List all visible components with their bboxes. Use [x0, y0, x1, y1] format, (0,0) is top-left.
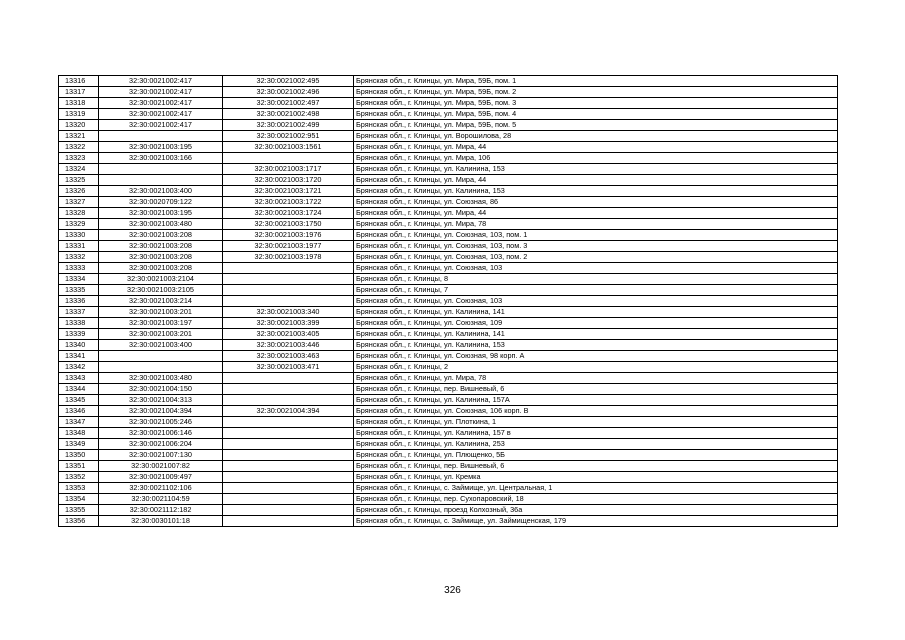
object-cadastral-number-cell: 32:30:0021002:496: [223, 87, 354, 98]
object-cadastral-number-cell: 32:30:0021003:1978: [223, 252, 354, 263]
cadastral-number-cell: [99, 351, 223, 362]
cadastral-number-cell: 32:30:0021003:480: [99, 373, 223, 384]
table-row: [59, 186, 838, 197]
table-row: [59, 450, 838, 461]
page-number: 326: [444, 585, 461, 596]
table-row: [59, 351, 838, 362]
table-row: [59, 472, 838, 483]
address-cell: Брянская обл., г. Клинцы, ул. Плоткина, 1: [354, 417, 838, 428]
cadastral-number-cell: [99, 362, 223, 373]
table-row: [59, 274, 838, 285]
cadastral-number-cell: 32:30:0021003:2105: [99, 285, 223, 296]
row-number-cell: 13334: [59, 274, 99, 285]
object-cadastral-number-cell: 32:30:0021003:1717: [223, 164, 354, 175]
object-cadastral-number-cell: [223, 494, 354, 505]
row-number-cell: 13354: [59, 494, 99, 505]
table-row: [59, 373, 838, 384]
object-cadastral-number-cell: [223, 153, 354, 164]
row-number-cell: 13324: [59, 164, 99, 175]
address-cell: Брянская обл., г. Клинцы, ул. Мира, 78: [354, 219, 838, 230]
object-cadastral-number-cell: 32:30:0021003:1721: [223, 186, 354, 197]
table-row: [59, 406, 838, 417]
row-number-cell: 13322: [59, 142, 99, 153]
row-number-cell: 13356: [59, 516, 99, 527]
object-cadastral-number-cell: [223, 450, 354, 461]
address-cell: Брянская обл., г. Клинцы, ул. Союзная, 103, пом. 3: [354, 241, 838, 252]
address-cell: Брянская обл., г. Клинцы, ул. Мира, 59Б, пом. 3: [354, 98, 838, 109]
row-number-cell: 13350: [59, 450, 99, 461]
table-row: [59, 120, 838, 131]
table-row: [59, 164, 838, 175]
cadastral-number-cell: 32:30:0021003:400: [99, 340, 223, 351]
address-cell: Брянская обл., г. Клинцы, ул. Калинина, 153: [354, 186, 838, 197]
cadastral-number-cell: 32:30:0021003:197: [99, 318, 223, 329]
address-cell: Брянская обл., г. Клинцы, ул. Союзная, 109: [354, 318, 838, 329]
cadastral-number-cell: 32:30:0021002:417: [99, 98, 223, 109]
row-number-cell: 13335: [59, 285, 99, 296]
address-cell: Брянская обл., г. Клинцы, ул. Союзная, 103, пом. 2: [354, 252, 838, 263]
row-number-cell: 13316: [59, 76, 99, 87]
table-row: [59, 87, 838, 98]
cadastral-number-cell: 32:30:0021104:59: [99, 494, 223, 505]
cadastral-number-cell: [99, 131, 223, 142]
object-cadastral-number-cell: 32:30:0021002:499: [223, 120, 354, 131]
row-number-cell: 13348: [59, 428, 99, 439]
address-cell: Брянская обл., г. Клинцы, ул. Мира, 44: [354, 175, 838, 186]
row-number-cell: 13343: [59, 373, 99, 384]
object-cadastral-number-cell: [223, 274, 354, 285]
cadastral-number-cell: 32:30:0021102:106: [99, 483, 223, 494]
object-cadastral-number-cell: [223, 417, 354, 428]
table-row: [59, 483, 838, 494]
object-cadastral-number-cell: [223, 263, 354, 274]
row-number-cell: 13321: [59, 131, 99, 142]
row-number-cell: 13344: [59, 384, 99, 395]
object-cadastral-number-cell: [223, 373, 354, 384]
object-cadastral-number-cell: 32:30:0021003:399: [223, 318, 354, 329]
cadastral-number-cell: 32:30:0021002:417: [99, 87, 223, 98]
address-cell: Брянская обл., г. Клинцы, ул. Мира, 44: [354, 142, 838, 153]
address-cell: Брянская обл., г. Клинцы, ул. Мира, 59Б, пом. 4: [354, 109, 838, 120]
cadastral-number-cell: 32:30:0021003:208: [99, 252, 223, 263]
table-row: [59, 142, 838, 153]
object-cadastral-number-cell: 32:30:0021003:405: [223, 329, 354, 340]
object-cadastral-number-cell: 32:30:0021002:498: [223, 109, 354, 120]
cadastral-number-cell: 32:30:0030101:18: [99, 516, 223, 527]
cadastral-number-cell: 32:30:0021003:480: [99, 219, 223, 230]
cadastral-number-cell: 32:30:0021005:246: [99, 417, 223, 428]
row-number-cell: 13319: [59, 109, 99, 120]
cadastral-number-cell: 32:30:0021003:201: [99, 307, 223, 318]
object-cadastral-number-cell: [223, 439, 354, 450]
table-row: [59, 384, 838, 395]
object-cadastral-number-cell: [223, 472, 354, 483]
object-cadastral-number-cell: 32:30:0021003:1724: [223, 208, 354, 219]
address-cell: Брянская обл., г. Клинцы, ул. Ворошилова, 28: [354, 131, 838, 142]
cadastral-number-cell: 32:30:0021006:146: [99, 428, 223, 439]
table-row: [59, 329, 838, 340]
row-number-cell: 13327: [59, 197, 99, 208]
table-row: [59, 230, 838, 241]
row-number-cell: 13331: [59, 241, 99, 252]
object-cadastral-number-cell: [223, 461, 354, 472]
table-row: [59, 318, 838, 329]
cadastral-number-cell: 32:30:0021002:417: [99, 120, 223, 131]
cadastral-number-cell: 32:30:0021003:201: [99, 329, 223, 340]
cadastral-number-cell: 32:30:0021003:2104: [99, 274, 223, 285]
object-cadastral-number-cell: [223, 483, 354, 494]
row-number-cell: 13339: [59, 329, 99, 340]
table-row: [59, 76, 838, 87]
object-cadastral-number-cell: 32:30:0021004:394: [223, 406, 354, 417]
address-cell: Брянская обл., г. Клинцы, ул. Союзная, 103: [354, 296, 838, 307]
object-cadastral-number-cell: 32:30:0021003:1720: [223, 175, 354, 186]
cadastral-number-cell: 32:30:0021004:150: [99, 384, 223, 395]
row-number-cell: 13342: [59, 362, 99, 373]
address-cell: Брянская обл., г. Клинцы, с. Займище, ул. Центральная, 1: [354, 483, 838, 494]
table-row: [59, 428, 838, 439]
object-cadastral-number-cell: 32:30:0021003:1977: [223, 241, 354, 252]
row-number-cell: 13326: [59, 186, 99, 197]
table-row: [59, 439, 838, 450]
cadastral-number-cell: 32:30:0021003:166: [99, 153, 223, 164]
row-number-cell: 13341: [59, 351, 99, 362]
address-cell: Брянская обл., г. Клинцы, пер. Сухопаровский, 18: [354, 494, 838, 505]
table-row: [59, 461, 838, 472]
cadastral-number-cell: 32:30:0021003:208: [99, 230, 223, 241]
address-cell: Брянская обл., г. Клинцы, ул. Калинина, 141: [354, 307, 838, 318]
object-cadastral-number-cell: [223, 516, 354, 527]
object-cadastral-number-cell: 32:30:0021003:446: [223, 340, 354, 351]
cadastral-number-cell: 32:30:0021002:417: [99, 76, 223, 87]
cadastral-number-cell: 32:30:0021003:214: [99, 296, 223, 307]
cadastral-number-cell: 32:30:0021004:394: [99, 406, 223, 417]
cadastral-number-cell: 32:30:0021003:195: [99, 142, 223, 153]
table-row: [59, 252, 838, 263]
address-cell: Брянская обл., г. Клинцы, ул. Союзная, 86: [354, 197, 838, 208]
row-number-cell: 13317: [59, 87, 99, 98]
address-cell: Брянская обл., г. Клинцы, ул. Калинина, 153: [354, 340, 838, 351]
address-cell: Брянская обл., г. Клинцы, 2: [354, 362, 838, 373]
table-row: [59, 241, 838, 252]
object-cadastral-number-cell: 32:30:0021003:1722: [223, 197, 354, 208]
row-number-cell: 13337: [59, 307, 99, 318]
address-cell: Брянская обл., г. Клинцы, пер. Вишневый, 6: [354, 384, 838, 395]
table-row: [59, 208, 838, 219]
table-row: [59, 307, 838, 318]
address-cell: Брянская обл., г. Клинцы, ул. Мира, 44: [354, 208, 838, 219]
registry-table-body: [59, 76, 838, 527]
row-number-cell: 13347: [59, 417, 99, 428]
address-cell: Брянская обл., г. Клинцы, ул. Кремка: [354, 472, 838, 483]
address-cell: Брянская обл., г. Клинцы, ул. Калинина, 141: [354, 329, 838, 340]
cadastral-number-cell: 32:30:0021006:204: [99, 439, 223, 450]
object-cadastral-number-cell: 32:30:0021003:471: [223, 362, 354, 373]
address-cell: Брянская обл., г. Клинцы, ул. Союзная, 103: [354, 263, 838, 274]
table-row: [59, 395, 838, 406]
table-row: [59, 417, 838, 428]
table-row: [59, 131, 838, 142]
cadastral-number-cell: 32:30:0021003:195: [99, 208, 223, 219]
address-cell: Брянская обл., г. Клинцы, ул. Калинина, 253: [354, 439, 838, 450]
row-number-cell: 13328: [59, 208, 99, 219]
table-row: [59, 494, 838, 505]
row-number-cell: 13353: [59, 483, 99, 494]
table-row: [59, 153, 838, 164]
row-number-cell: 13355: [59, 505, 99, 516]
address-cell: Брянская обл., г. Клинцы, ул. Мира, 59Б, пом. 2: [354, 87, 838, 98]
table-row: [59, 505, 838, 516]
row-number-cell: 13338: [59, 318, 99, 329]
address-cell: Брянская обл., г. Клинцы, ул. Калинина, 157 в: [354, 428, 838, 439]
table-row: [59, 285, 838, 296]
cadastral-number-cell: 32:30:0021002:417: [99, 109, 223, 120]
row-number-cell: 13320: [59, 120, 99, 131]
address-cell: Брянская обл., г. Клинцы, пер. Вишневый, 6: [354, 461, 838, 472]
address-cell: Брянская обл., г. Клинцы, ул. Калинина, 153: [354, 164, 838, 175]
table-row: [59, 98, 838, 109]
address-cell: Брянская обл., г. Клинцы, ул. Калинина, 157А: [354, 395, 838, 406]
table-row: [59, 219, 838, 230]
table-row: [59, 109, 838, 120]
address-cell: Брянская обл., г. Клинцы, ул. Мира, 106: [354, 153, 838, 164]
cadastral-number-cell: 32:30:0021007:130: [99, 450, 223, 461]
address-cell: Брянская обл., г. Клинцы, ул. Союзная, 98 корп. А: [354, 351, 838, 362]
address-cell: Брянская обл., г. Клинцы, ул. Союзная, 103, пом. 1: [354, 230, 838, 241]
object-cadastral-number-cell: 32:30:0021003:1561: [223, 142, 354, 153]
row-number-cell: 13346: [59, 406, 99, 417]
row-number-cell: 13349: [59, 439, 99, 450]
address-cell: Брянская обл., г. Клинцы, ул. Мира, 59Б, пом. 5: [354, 120, 838, 131]
row-number-cell: 13352: [59, 472, 99, 483]
object-cadastral-number-cell: 32:30:0021003:340: [223, 307, 354, 318]
object-cadastral-number-cell: [223, 505, 354, 516]
cadastral-number-cell: 32:30:0020709:122: [99, 197, 223, 208]
cadastral-number-cell: 32:30:0021007:82: [99, 461, 223, 472]
table-row: [59, 362, 838, 373]
address-cell: Брянская обл., г. Клинцы, ул. Союзная, 106 корп. В: [354, 406, 838, 417]
address-cell: Брянская обл., г. Клинцы, ул. Мира, 78: [354, 373, 838, 384]
object-cadastral-number-cell: [223, 384, 354, 395]
address-cell: Брянская обл., г. Клинцы, проезд Колхозный, 36а: [354, 505, 838, 516]
address-cell: Брянская обл., г. Клинцы, ул. Мира, 59Б, пом. 1: [354, 76, 838, 87]
object-cadastral-number-cell: 32:30:0021002:951: [223, 131, 354, 142]
address-cell: Брянская обл., г. Клинцы, ул. Плющенко, 5Б: [354, 450, 838, 461]
row-number-cell: 13351: [59, 461, 99, 472]
row-number-cell: 13318: [59, 98, 99, 109]
row-number-cell: 13325: [59, 175, 99, 186]
cadastral-number-cell: 32:30:0021112:182: [99, 505, 223, 516]
row-number-cell: 13345: [59, 395, 99, 406]
table-row: [59, 263, 838, 274]
cadastral-number-cell: [99, 175, 223, 186]
table-row: [59, 197, 838, 208]
address-cell: Брянская обл., г. Клинцы, 7: [354, 285, 838, 296]
cadastral-number-cell: 32:30:0021004:313: [99, 395, 223, 406]
object-cadastral-number-cell: 32:30:0021003:1976: [223, 230, 354, 241]
row-number-cell: 13323: [59, 153, 99, 164]
cadastral-number-cell: 32:30:0021003:208: [99, 241, 223, 252]
object-cadastral-number-cell: 32:30:0021003:1750: [223, 219, 354, 230]
row-number-cell: 13340: [59, 340, 99, 351]
row-number-cell: 13332: [59, 252, 99, 263]
registry-table: [58, 75, 838, 527]
table-row: [59, 340, 838, 351]
object-cadastral-number-cell: 32:30:0021003:463: [223, 351, 354, 362]
table-row: [59, 516, 838, 527]
object-cadastral-number-cell: [223, 296, 354, 307]
row-number-cell: 13329: [59, 219, 99, 230]
cadastral-number-cell: 32:30:0021009:497: [99, 472, 223, 483]
cadastral-number-cell: 32:30:0021003:208: [99, 263, 223, 274]
row-number-cell: 13330: [59, 230, 99, 241]
cadastral-number-cell: 32:30:0021003:400: [99, 186, 223, 197]
address-cell: Брянская обл., г. Клинцы, 8: [354, 274, 838, 285]
object-cadastral-number-cell: [223, 428, 354, 439]
table-row: [59, 175, 838, 186]
table-row: [59, 296, 838, 307]
row-number-cell: 13336: [59, 296, 99, 307]
object-cadastral-number-cell: 32:30:0021002:495: [223, 76, 354, 87]
row-number-cell: 13333: [59, 263, 99, 274]
object-cadastral-number-cell: [223, 285, 354, 296]
address-cell: Брянская обл., г. Клинцы, с. Займище, ул. Займищенская, 179: [354, 516, 838, 527]
object-cadastral-number-cell: [223, 395, 354, 406]
cadastral-number-cell: [99, 164, 223, 175]
object-cadastral-number-cell: 32:30:0021002:497: [223, 98, 354, 109]
